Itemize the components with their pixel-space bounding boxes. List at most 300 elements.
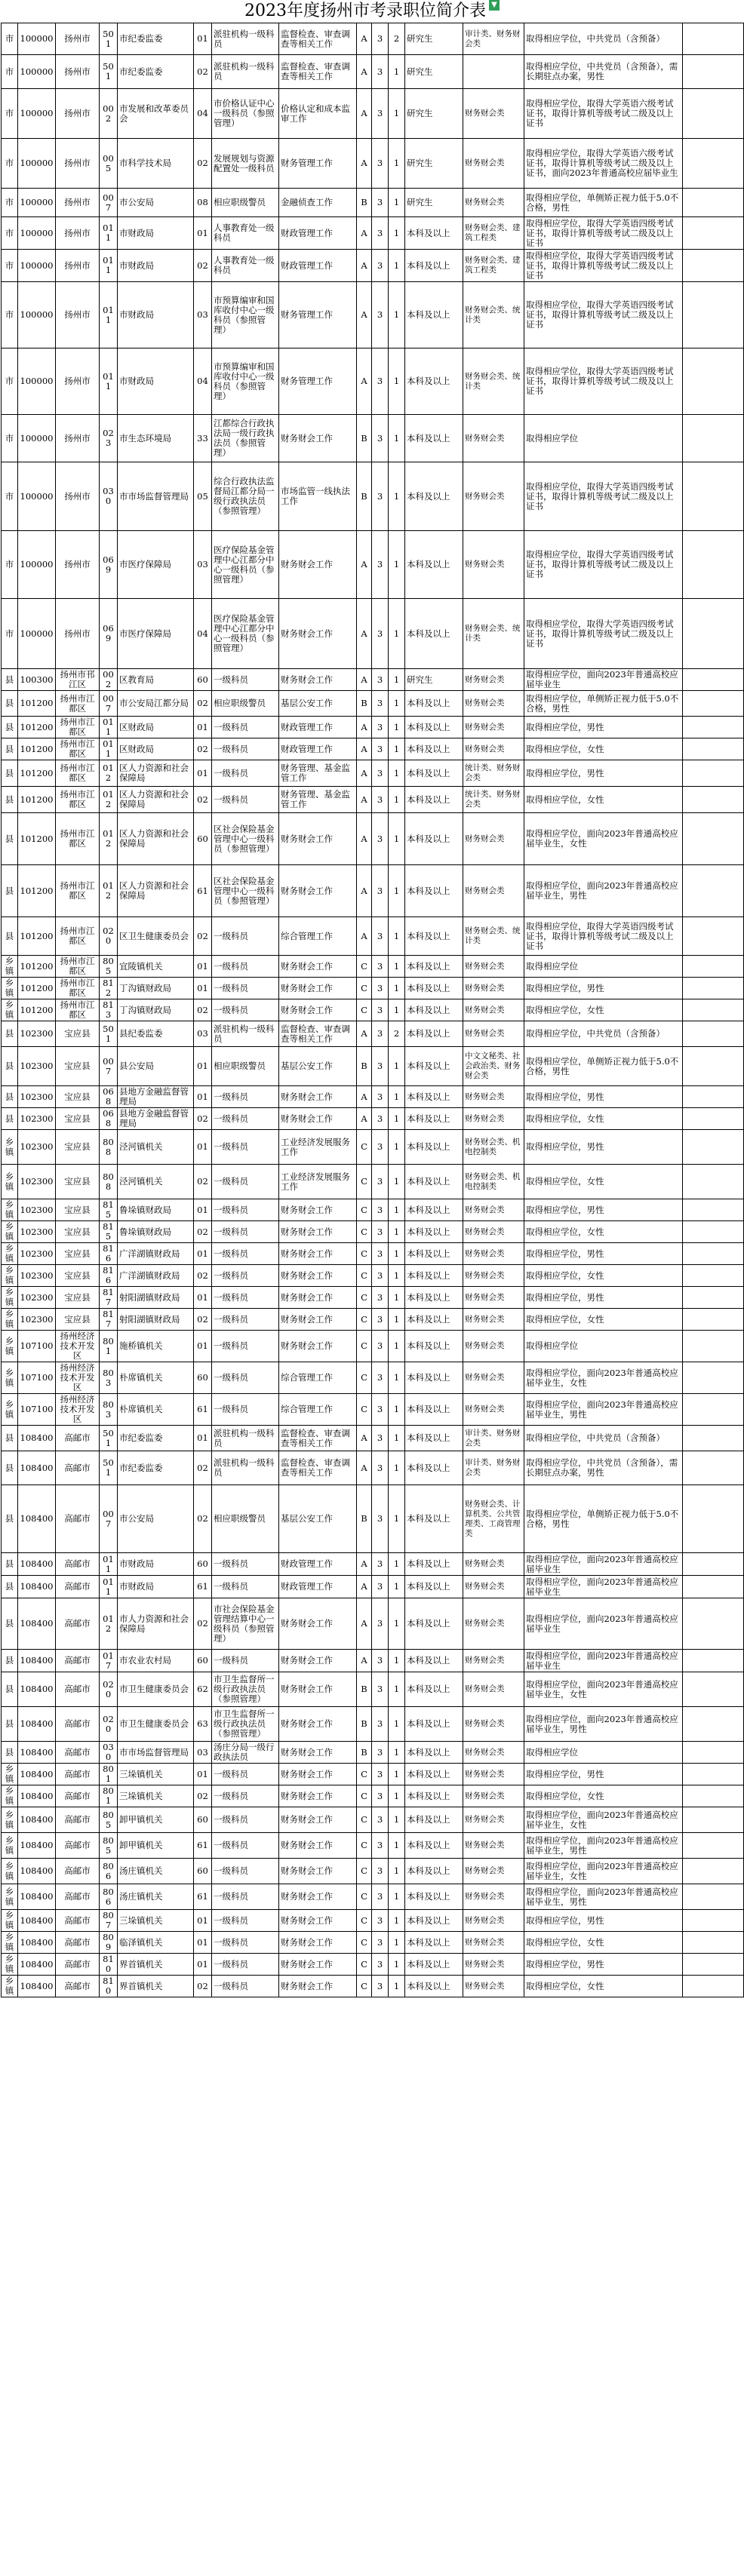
cell-post-duty: 金融侦查工作 xyxy=(279,189,357,217)
cell-level: 乡镇 xyxy=(2,1165,18,1199)
cell-dept-code: 501 xyxy=(100,1451,118,1485)
cell-level: 乡镇 xyxy=(2,1932,18,1954)
table-row xyxy=(2,348,744,415)
cell-post-duty: 监督检查、审查调查等相关工作 xyxy=(279,1451,357,1485)
cell-post-name: 医疗保险基金管理中心江都分中心一级科员（参照管理） xyxy=(212,531,279,599)
cell-exam-type: C xyxy=(357,1833,372,1859)
cell-post-name: 发展规划与资源配置处一级科员 xyxy=(212,139,279,189)
table-row xyxy=(2,1130,744,1165)
cell-remarks: 取得相应学位，女性 xyxy=(524,787,683,813)
cell-major: 财务财会类 xyxy=(463,1021,524,1047)
cell-dept-code: 020 xyxy=(100,1672,118,1707)
cell-count: 1 xyxy=(389,956,405,978)
table-row xyxy=(2,1884,744,1910)
cell-post-name: 汤庄分局一级行政执法员 xyxy=(212,1742,279,1764)
cell-ratio: 3 xyxy=(372,415,389,462)
cell-education: 本科及以上 xyxy=(405,1108,463,1130)
cell-post-name: 一级科员 xyxy=(212,1576,279,1598)
cell-region: 高邮市 xyxy=(56,1884,100,1910)
cell-level: 乡镇 xyxy=(2,1976,18,1997)
cell-ratio: 3 xyxy=(372,1021,389,1047)
cell-post-name: 一级科员 xyxy=(212,1910,279,1932)
cell-remarks: 取得相应学位，中共党员（含预备） xyxy=(524,23,683,55)
cell-unit-code: 100000 xyxy=(18,23,56,55)
cell-region: 扬州市 xyxy=(56,348,100,415)
cell-level: 乡镇 xyxy=(2,1199,18,1221)
cell-post-name: 一级科员 xyxy=(212,956,279,978)
cell-region: 高邮市 xyxy=(56,1976,100,1997)
cell-count: 1 xyxy=(389,1199,405,1221)
cell-exam-type: A xyxy=(357,1426,372,1451)
cell-exam-type: C xyxy=(357,1165,372,1199)
cell-dept-code: 808 xyxy=(100,1130,118,1165)
cell-dept-code: 806 xyxy=(100,1859,118,1884)
cell-dept-name: 县公安局 xyxy=(118,1047,194,1086)
cell-unit-code: 108400 xyxy=(18,1485,56,1553)
cell-dept-code: 801 xyxy=(100,1785,118,1807)
cell-post-name: 一级科员 xyxy=(212,978,279,999)
cell-unit-code: 108400 xyxy=(18,1954,56,1976)
cell-exam-type: C xyxy=(357,1362,372,1394)
cell-region: 扬州市江都区 xyxy=(56,917,100,956)
cell-remarks: 取得相应学位，女性 xyxy=(524,999,683,1021)
cell-region: 扬州市江都区 xyxy=(56,691,100,717)
cell-region: 扬州市 xyxy=(56,23,100,55)
cell-count: 1 xyxy=(389,1650,405,1672)
cell-post-duty: 财政管理工作 xyxy=(279,217,357,250)
cell-post-name: 一级科员 xyxy=(212,1221,279,1243)
cell-unit-code: 102300 xyxy=(18,1165,56,1199)
cell-major: 财务财会类 xyxy=(463,189,524,217)
cell-post-duty: 综合管理工作 xyxy=(279,917,357,956)
cell-major: 财务财会类 xyxy=(463,1598,524,1650)
cell-post-code: 01 xyxy=(194,1047,212,1086)
cell-dept-code: 501 xyxy=(100,55,118,89)
cell-ratio: 3 xyxy=(372,760,389,787)
table-row xyxy=(2,787,744,813)
cell-dept-name: 朴席镇机关 xyxy=(118,1394,194,1426)
cell-exam-type: C xyxy=(357,1199,372,1221)
table-row xyxy=(2,978,744,999)
cell-extra xyxy=(683,1785,744,1807)
cell-extra xyxy=(683,1199,744,1221)
cell-exam-type: A xyxy=(357,1451,372,1485)
cell-post-duty: 财务财会工作 xyxy=(279,415,357,462)
cell-unit-code: 102300 xyxy=(18,1199,56,1221)
table-row xyxy=(2,1576,744,1598)
cell-extra xyxy=(683,462,744,531)
cell-region: 扬州市江都区 xyxy=(56,738,100,760)
cell-education: 本科及以上 xyxy=(405,1598,463,1650)
cell-education: 本科及以上 xyxy=(405,1451,463,1485)
cell-major: 中文文秘类、社会政治类、财务财会类 xyxy=(463,1047,524,1086)
table-row xyxy=(2,999,744,1021)
cell-extra xyxy=(683,1859,744,1884)
cell-remarks: 取得相应学位，面向2023年普通高校应届毕业生 xyxy=(524,1553,683,1576)
cell-ratio: 3 xyxy=(372,1165,389,1199)
cell-ratio: 3 xyxy=(372,1932,389,1954)
cell-major: 统计类、财务财会类 xyxy=(463,760,524,787)
cell-post-duty: 财务财会工作 xyxy=(279,1331,357,1362)
cell-dept-code: 011 xyxy=(100,250,118,282)
cell-education: 本科及以上 xyxy=(405,282,463,348)
cell-count: 1 xyxy=(389,1165,405,1199)
table-row xyxy=(2,282,744,348)
cell-extra xyxy=(683,1130,744,1165)
cell-extra xyxy=(683,978,744,999)
cell-region: 扬州市 xyxy=(56,217,100,250)
cell-ratio: 3 xyxy=(372,1451,389,1485)
cell-ratio: 3 xyxy=(372,250,389,282)
cell-unit-code: 100000 xyxy=(18,189,56,217)
cell-major: 财务财会类 xyxy=(463,1742,524,1764)
table-row xyxy=(2,717,744,738)
cell-level: 乡镇 xyxy=(2,1394,18,1426)
cell-dept-code: 017 xyxy=(100,1650,118,1672)
cell-ratio: 3 xyxy=(372,865,389,917)
cell-post-duty: 财政管理工作 xyxy=(279,717,357,738)
cell-post-code: 03 xyxy=(194,1742,212,1764)
cell-ratio: 3 xyxy=(372,1309,389,1331)
cell-post-duty: 监督检查、审查调查等相关工作 xyxy=(279,55,357,89)
cell-post-duty: 财务财会工作 xyxy=(279,956,357,978)
cell-count: 1 xyxy=(389,1108,405,1130)
cell-remarks: 取得相应学位，女性 xyxy=(524,1785,683,1807)
cell-level: 县 xyxy=(2,691,18,717)
cell-dept-name: 泾河镇机关 xyxy=(118,1165,194,1199)
cell-post-duty: 财务财会工作 xyxy=(279,1932,357,1954)
cell-exam-type: A xyxy=(357,1598,372,1650)
cell-extra xyxy=(683,282,744,348)
cell-region: 高邮市 xyxy=(56,1785,100,1807)
cell-count: 1 xyxy=(389,1833,405,1859)
cell-major: 财务财会类 xyxy=(463,865,524,917)
cell-remarks: 取得相应学位，取得大学英语四级考试证书，取得计算机等级考试二级及以上证书 xyxy=(524,282,683,348)
cell-post-code: 02 xyxy=(194,250,212,282)
cell-post-code: 01 xyxy=(194,1910,212,1932)
cell-dept-name: 卸甲镇机关 xyxy=(118,1833,194,1859)
cell-exam-type: B xyxy=(357,1672,372,1707)
cell-count: 1 xyxy=(389,1932,405,1954)
cell-count: 1 xyxy=(389,1785,405,1807)
cell-ratio: 3 xyxy=(372,691,389,717)
cell-count: 1 xyxy=(389,1954,405,1976)
cell-ratio: 3 xyxy=(372,1362,389,1394)
cell-remarks: 取得相应学位 xyxy=(524,956,683,978)
cell-extra xyxy=(683,1976,744,1997)
cell-major: 财务财会类 xyxy=(463,139,524,189)
cell-count: 1 xyxy=(389,1859,405,1884)
cell-ratio: 3 xyxy=(372,1265,389,1287)
cell-unit-code: 101200 xyxy=(18,999,56,1021)
cell-unit-code: 102300 xyxy=(18,1287,56,1309)
cell-ratio: 3 xyxy=(372,669,389,691)
table-row xyxy=(2,691,744,717)
cell-exam-type: A xyxy=(357,55,372,89)
cell-major: 财务财会类 xyxy=(463,1707,524,1742)
cell-dept-name: 市财政局 xyxy=(118,1553,194,1576)
cell-post-duty: 基层公安工作 xyxy=(279,691,357,717)
cell-major: 财务财会类、统计类 xyxy=(463,282,524,348)
cell-major: 财务财会类 xyxy=(463,1243,524,1265)
cell-education: 本科及以上 xyxy=(405,1086,463,1108)
cell-education: 本科及以上 xyxy=(405,1165,463,1199)
cell-dept-code: 501 xyxy=(100,23,118,55)
cell-dept-name: 区卫生健康委员会 xyxy=(118,917,194,956)
table-row xyxy=(2,415,744,462)
cell-education: 本科及以上 xyxy=(405,865,463,917)
cell-level: 县 xyxy=(2,760,18,787)
cell-ratio: 3 xyxy=(372,1672,389,1707)
cell-education: 本科及以上 xyxy=(405,1394,463,1426)
table-row xyxy=(2,1451,744,1485)
cell-level: 乡镇 xyxy=(2,978,18,999)
cell-major: 财务财会类 xyxy=(463,1394,524,1426)
cell-count: 1 xyxy=(389,250,405,282)
table-row xyxy=(2,1859,744,1884)
cell-region: 扬州市 xyxy=(56,189,100,217)
cell-region: 宝应县 xyxy=(56,1086,100,1108)
cell-exam-type: A xyxy=(357,917,372,956)
cell-remarks: 取得相应学位，取得大学英语六级考试证书，取得计算机等级考试二级及以上证书 xyxy=(524,89,683,139)
cell-remarks: 取得相应学位，女性 xyxy=(524,1976,683,1997)
cell-post-code: 02 xyxy=(194,999,212,1021)
cell-education: 本科及以上 xyxy=(405,599,463,669)
cell-extra xyxy=(683,1243,744,1265)
cell-extra xyxy=(683,1672,744,1707)
cell-education: 本科及以上 xyxy=(405,760,463,787)
cell-dept-name: 区人力资源和社会保障局 xyxy=(118,787,194,813)
cell-extra xyxy=(683,1807,744,1833)
cell-post-code: 01 xyxy=(194,956,212,978)
table-row xyxy=(2,1021,744,1047)
cell-dept-name: 市医疗保障局 xyxy=(118,531,194,599)
cell-region: 宝应县 xyxy=(56,1130,100,1165)
cell-region: 宝应县 xyxy=(56,1309,100,1331)
cell-remarks: 取得相应学位，面向2023年普通高校应届毕业生，男性 xyxy=(524,865,683,917)
cell-count: 1 xyxy=(389,1451,405,1485)
cell-unit-code: 108400 xyxy=(18,1932,56,1954)
table-row xyxy=(2,1394,744,1426)
cell-post-code: 60 xyxy=(194,813,212,865)
cell-dept-code: 813 xyxy=(100,999,118,1021)
cell-region: 扬州市 xyxy=(56,462,100,531)
cell-count: 1 xyxy=(389,978,405,999)
cell-extra xyxy=(683,1086,744,1108)
cell-dept-name: 区人力资源和社会保障局 xyxy=(118,760,194,787)
cell-post-name: 一级科员 xyxy=(212,999,279,1021)
cell-major: 财务财会类 xyxy=(463,717,524,738)
cell-ratio: 3 xyxy=(372,1742,389,1764)
cell-ratio: 3 xyxy=(372,217,389,250)
cell-extra xyxy=(683,1650,744,1672)
cell-dept-name: 射阳湖镇财政局 xyxy=(118,1309,194,1331)
cell-exam-type: C xyxy=(357,1910,372,1932)
cell-ratio: 3 xyxy=(372,1764,389,1785)
cell-major: 财务财会类 xyxy=(463,1884,524,1910)
cell-ratio: 3 xyxy=(372,462,389,531)
cell-post-name: 一级科员 xyxy=(212,1243,279,1265)
cell-level: 市 xyxy=(2,89,18,139)
cell-extra xyxy=(683,1833,744,1859)
cell-unit-code: 108400 xyxy=(18,1807,56,1833)
cell-post-code: 02 xyxy=(194,691,212,717)
cell-region: 高邮市 xyxy=(56,1598,100,1650)
cell-post-duty: 监督检查、审查调查等相关工作 xyxy=(279,1426,357,1451)
cell-extra xyxy=(683,1221,744,1243)
table-row xyxy=(2,1833,744,1859)
cell-education: 本科及以上 xyxy=(405,462,463,531)
cell-post-name: 一级科员 xyxy=(212,1833,279,1859)
cell-dept-code: 007 xyxy=(100,691,118,717)
cell-dept-name: 卸甲镇机关 xyxy=(118,1807,194,1833)
cell-level: 县 xyxy=(2,669,18,691)
cell-dept-code: 807 xyxy=(100,1910,118,1932)
cell-dept-name: 临泽镇机关 xyxy=(118,1932,194,1954)
cell-education: 本科及以上 xyxy=(405,917,463,956)
cell-post-duty: 财政管理工作 xyxy=(279,738,357,760)
cell-education: 本科及以上 xyxy=(405,1910,463,1932)
cell-post-code: 02 xyxy=(194,1309,212,1331)
cell-post-name: 一级科员 xyxy=(212,1086,279,1108)
cell-post-duty: 财政管理工作 xyxy=(279,250,357,282)
cell-extra xyxy=(683,1451,744,1485)
cell-exam-type: A xyxy=(357,1086,372,1108)
cell-level: 市 xyxy=(2,348,18,415)
cell-dept-name: 汤庄镇机关 xyxy=(118,1884,194,1910)
table-row xyxy=(2,738,744,760)
cell-post-duty: 财务财会工作 xyxy=(279,1108,357,1130)
cell-extra xyxy=(683,1553,744,1576)
cell-post-code: 02 xyxy=(194,55,212,89)
cell-major: 财务财会类 xyxy=(463,1362,524,1394)
cell-count: 2 xyxy=(389,23,405,55)
cell-region: 扬州市 xyxy=(56,282,100,348)
cell-count: 1 xyxy=(389,1331,405,1362)
cell-post-code: 04 xyxy=(194,89,212,139)
cell-count: 1 xyxy=(389,1553,405,1576)
cell-region: 高邮市 xyxy=(56,1859,100,1884)
cell-post-code: 02 xyxy=(194,917,212,956)
cell-education: 本科及以上 xyxy=(405,1672,463,1707)
cell-count: 2 xyxy=(389,1021,405,1047)
cell-dept-name: 县地方金融监督管理局 xyxy=(118,1108,194,1130)
cell-remarks: 取得相应学位，中共党员（含预备） xyxy=(524,1021,683,1047)
cell-post-duty: 财政管理工作 xyxy=(279,1576,357,1598)
cell-education: 本科及以上 xyxy=(405,1130,463,1165)
cell-post-code: 60 xyxy=(194,1650,212,1672)
cell-level: 县 xyxy=(2,1672,18,1707)
cell-extra xyxy=(683,738,744,760)
cell-education: 本科及以上 xyxy=(405,813,463,865)
cell-remarks: 取得相应学位，取得大学英语四级考试证书，取得计算机等级考试二级及以上证书 xyxy=(524,250,683,282)
cell-post-code: 01 xyxy=(194,717,212,738)
cell-extra xyxy=(683,348,744,415)
cell-post-name: 一级科员 xyxy=(212,1764,279,1785)
cell-dept-code: 005 xyxy=(100,139,118,189)
cell-dept-name: 县纪委监委 xyxy=(118,1021,194,1047)
cell-level: 县 xyxy=(2,1426,18,1451)
cell-region: 扬州市江都区 xyxy=(56,956,100,978)
cell-major: 财务财会类 xyxy=(463,1576,524,1598)
cell-major: 财务财会类 xyxy=(463,813,524,865)
cell-level: 县 xyxy=(2,1108,18,1130)
cell-remarks: 取得相应学位，单侧矫正视力低于5.0不合格，男性 xyxy=(524,691,683,717)
cell-exam-type: C xyxy=(357,999,372,1021)
cell-major: 财务财会类 xyxy=(463,1807,524,1833)
cell-extra xyxy=(683,1394,744,1426)
cell-extra xyxy=(683,999,744,1021)
cell-count: 1 xyxy=(389,415,405,462)
cell-exam-type: A xyxy=(357,250,372,282)
cell-education: 本科及以上 xyxy=(405,1932,463,1954)
cell-dept-name: 鲁垛镇财政局 xyxy=(118,1199,194,1221)
cell-remarks: 取得相应学位，面向2023年普通高校应届毕业生，男性 xyxy=(524,1884,683,1910)
cell-post-name: 一级科员 xyxy=(212,1165,279,1199)
cell-major: 财务财会类、计算机类、公共管理类、工商管理类 xyxy=(463,1485,524,1553)
cell-unit-code: 101200 xyxy=(18,760,56,787)
table-row xyxy=(2,1243,744,1265)
cell-count: 1 xyxy=(389,89,405,139)
cell-education: 研究生 xyxy=(405,23,463,55)
cell-post-code: 03 xyxy=(194,282,212,348)
cell-dept-name: 广洋湖镇财政局 xyxy=(118,1243,194,1265)
table-row xyxy=(2,1976,744,1997)
cell-post-name: 派驻机构一级科员 xyxy=(212,55,279,89)
cell-education: 研究生 xyxy=(405,139,463,189)
table-row xyxy=(2,462,744,531)
table-row xyxy=(2,1047,744,1086)
cell-count: 1 xyxy=(389,1130,405,1165)
cell-count: 1 xyxy=(389,282,405,348)
cell-unit-code: 108400 xyxy=(18,1764,56,1785)
cell-post-name: 一级科员 xyxy=(212,1976,279,1997)
cell-count: 1 xyxy=(389,1598,405,1650)
cell-unit-code: 101200 xyxy=(18,956,56,978)
cell-exam-type: C xyxy=(357,1265,372,1287)
cell-extra xyxy=(683,1932,744,1954)
cell-post-name: 市社会保险基金管理结算中心一级科员（参照管理） xyxy=(212,1598,279,1650)
cell-region: 高邮市 xyxy=(56,1932,100,1954)
cell-education: 本科及以上 xyxy=(405,1954,463,1976)
table-row xyxy=(2,1785,744,1807)
cell-dept-name: 市发展和改革委员会 xyxy=(118,89,194,139)
cell-exam-type: C xyxy=(357,956,372,978)
cell-level: 乡镇 xyxy=(2,1309,18,1331)
cell-level: 县 xyxy=(2,1742,18,1764)
cell-remarks: 取得相应学位 xyxy=(524,1742,683,1764)
cell-exam-type: A xyxy=(357,531,372,599)
cell-education: 本科及以上 xyxy=(405,1021,463,1047)
cell-remarks: 取得相应学位，男性 xyxy=(524,1764,683,1785)
cell-ratio: 3 xyxy=(372,1976,389,1997)
cell-major: 财务财会类 xyxy=(463,1785,524,1807)
cell-extra xyxy=(683,1954,744,1976)
cell-level: 县 xyxy=(2,1707,18,1742)
cell-dept-name: 市财政局 xyxy=(118,1576,194,1598)
cell-exam-type: A xyxy=(357,787,372,813)
cell-extra xyxy=(683,1309,744,1331)
cell-extra xyxy=(683,217,744,250)
cell-unit-code: 108400 xyxy=(18,1859,56,1884)
cell-dept-code: 002 xyxy=(100,89,118,139)
table-row xyxy=(2,1807,744,1833)
cell-post-name: 一级科员 xyxy=(212,1265,279,1287)
cell-dept-code: 030 xyxy=(100,1742,118,1764)
cell-remarks: 取得相应学位，男性 xyxy=(524,1130,683,1165)
cell-exam-type: C xyxy=(357,978,372,999)
cell-dept-name: 市人力资源和社会保障局 xyxy=(118,1598,194,1650)
